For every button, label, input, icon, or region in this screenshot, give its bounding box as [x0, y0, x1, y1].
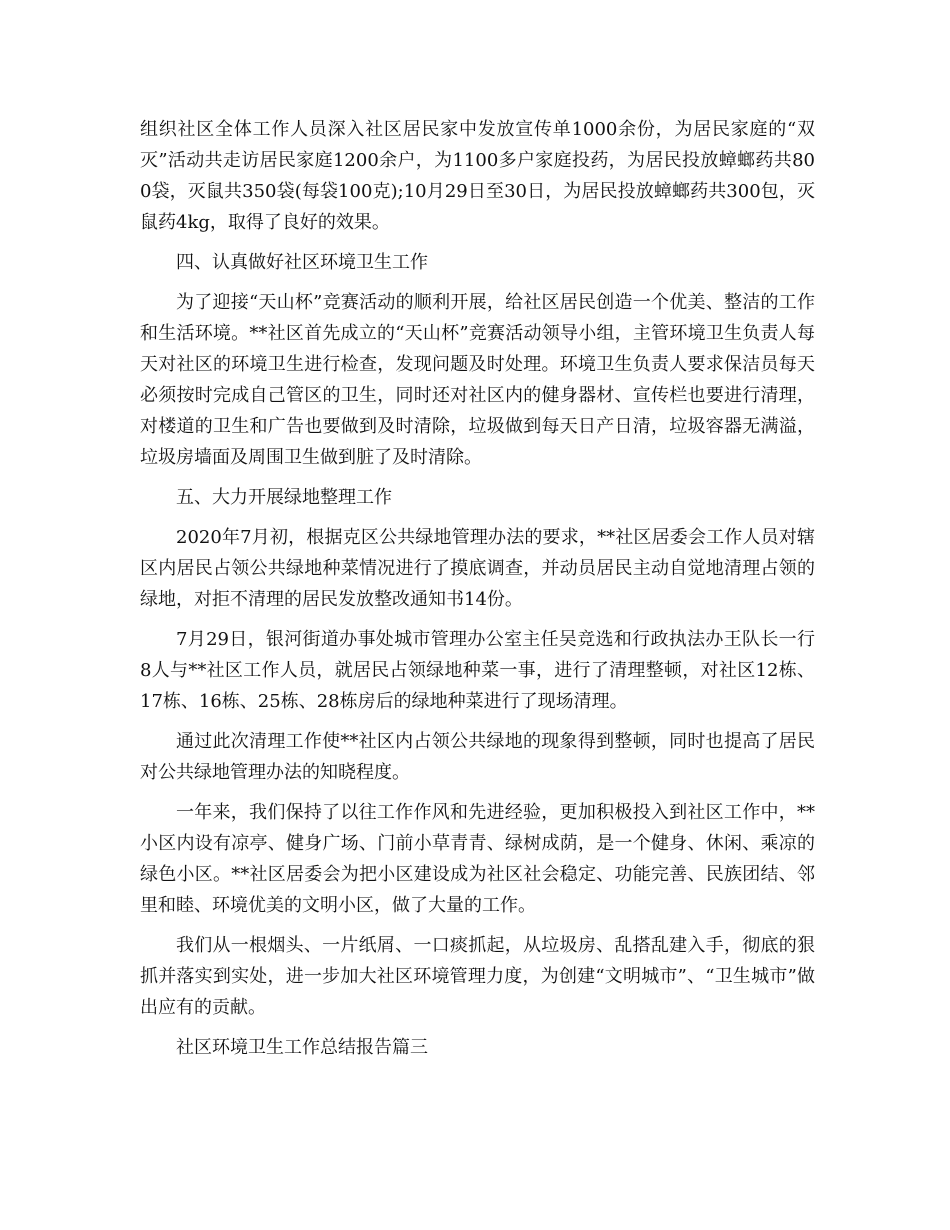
paragraph-cleanup-result: 通过此次清理工作使**社区内占领公共绿地的现象得到整顿，同时也提高了居民对公共绿地管理办法的知晓程度。: [140, 731, 815, 783]
paragraph-tianshan-cup: 为了迎接“天山杯”竞赛活动的顺利开展，给社区居民创造一个优美、整洁的工作和生活环境。**社区首先成立的“天山杯”竞赛活动领导小组，主管环境卫生负责人每天对社区的环境卫生进行检查，发现问题及时处理。环境卫生负责人要求保洁员每天必须按时完成自己管区的卫生，同时还对社区内的健身器材、宣传栏也要进行清理，对楼道的卫生和广告也要做到及时清除，垃圾做到每天日产日清，垃圾容器无满溢，垃圾房墙面及周围卫生做到脏了及时清除。: [140, 292, 815, 468]
section-heading-four: 四、认真做好社区环境卫生工作: [176, 252, 428, 273]
paragraph-pest-control: 组织社区全体工作人员深入社区居民家中发放宣传单1000余份，为居民家庭的“双灭”活动共走访居民家庭1200余户，为1100多户家庭投药，为居民投放蟑螂药共800袋，灭鼠共350袋(每袋100克);10月29日至30日，为居民投放蟑螂药共300包，灭鼠药4kg，取得了良好的效果。: [140, 119, 815, 233]
section-heading-part-three: 社区环境卫生工作总结报告篇三: [176, 1037, 428, 1058]
document-body: [140, 114, 815, 1072]
paragraph-commitment: 我们从一根烟头、一片纸屑、一口痰抓起，从垃圾房、乱搭乱建入手，彻底的狠抓并落实到实处，进一步加大社区环境管理力度，为创建“文明城市”、“卫生城市”做出应有的贡献。: [140, 935, 815, 1018]
paragraph-july-29: 7月29日，银河街道办事处城市管理办公室主任吴竞选和行政执法办王队长一行8人与**社区工作人员，就居民占领绿地种菜一事，进行了清理整顿，对社区12栋、17栋、16栋、25栋、28栋房后的绿地种菜进行了现场清理。: [140, 629, 815, 712]
section-heading-five: 五、大力开展绿地整理工作: [176, 487, 392, 508]
paragraph-year-review: 一年来，我们保持了以往工作作风和先进经验，更加积极投入到社区工作中，**小区内设有凉亭、健身广场、门前小草青青、绿树成荫，是一个健身、休闲、乘凉的绿色小区。**社区居委会为把小区建设成为社区社会稳定、功能完善、民族团结、邻里和睦、环境优美的文明小区，做了大量的工作。: [140, 802, 815, 916]
paragraph-green-survey: 2020年7月初，根据克区公共绿地管理办法的要求，**社区居委会工作人员对辖区内居民占领公共绿地种菜情况进行了摸底调查，并动员居民主动自觉地清理占领的绿地，对拒不清理的居民发放整改通知书14份。: [140, 527, 815, 610]
